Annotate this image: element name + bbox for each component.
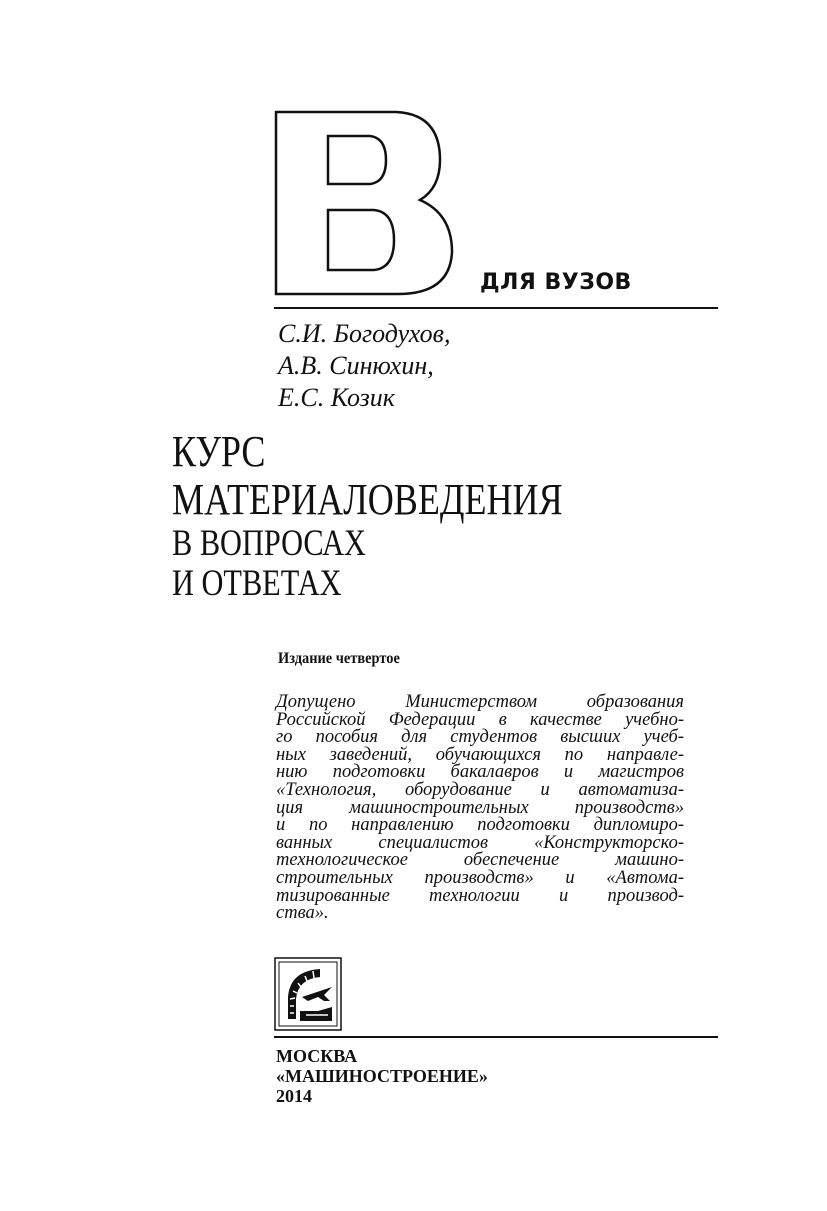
approval-line: технологическое обеспечение машино- [276, 850, 684, 871]
approval-line: строительных производств» и «Автома- [276, 867, 684, 888]
approval-line: ных заведений, обучающихся по направле- [276, 744, 684, 765]
approval-line: ция машиностроительных производств» [276, 797, 684, 818]
publisher-imprint [276, 1046, 488, 1106]
publication-year: 2014 [276, 1086, 312, 1106]
publisher-city: МОСКВА [276, 1046, 358, 1066]
approval-line: нию подготовки бакалавров и магистров [276, 762, 684, 783]
approval-statement [276, 694, 684, 923]
subtitle-line: И ОТВЕТАХ [172, 563, 342, 604]
author-name: А.В. Синюхин, [278, 351, 434, 380]
publisher-name: «МАШИНОСТРОЕНИЕ» [276, 1066, 488, 1086]
author-name: Е.С. Козик [278, 383, 395, 412]
author-name: С.И. Богодухов, [278, 319, 451, 348]
subtitle-line: В ВОПРОСАХ [172, 523, 366, 564]
publisher-logo-icon [274, 957, 342, 1031]
approval-line: и по направлению подготовки дипломиро- [276, 815, 684, 836]
series-b-icon [274, 110, 454, 296]
title-line: МАТЕРИАЛОВЕДЕНИЯ [172, 475, 563, 524]
book-title [172, 428, 563, 604]
authors-block [278, 318, 450, 414]
approval-line: ства». [276, 903, 329, 924]
top-divider [274, 307, 718, 309]
approval-line: го пособия для студентов высших учеб- [276, 727, 684, 748]
approval-line: ванных специалистов «Конструкторско- [276, 832, 684, 853]
series-label: ДЛЯ ВУЗОВ [480, 270, 632, 295]
title-line: КУРС [172, 427, 266, 476]
edition-note: Издание четвертое [278, 650, 400, 667]
approval-line: «Технология, оборудование и автоматиза- [276, 779, 684, 800]
bottom-divider [274, 1036, 718, 1038]
approval-line: тизированные технологии и производ- [276, 885, 684, 906]
approval-line: Допущено Министерством образования [276, 692, 684, 712]
approval-line: Российской Федерации в качестве учебно- [276, 709, 684, 730]
